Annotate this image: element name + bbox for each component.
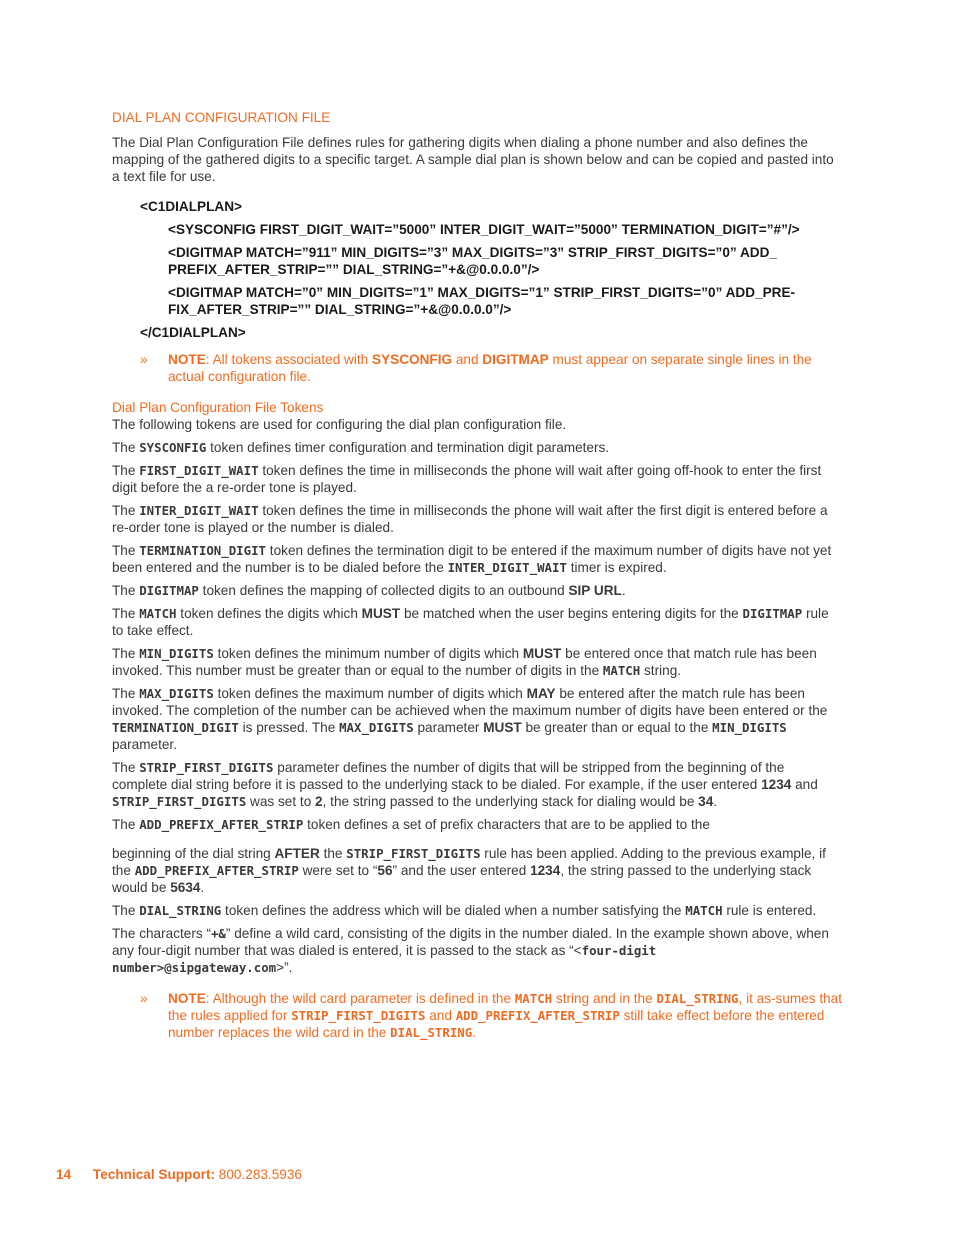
para-digitmap: The DIGITMAP token defines the mapping of collected digits to an outbound SIP URL. xyxy=(112,583,626,598)
xml-close-tag: </C1DIALPLAN> xyxy=(140,325,246,340)
section-title: DIAL PLAN CONFIGURATION FILE xyxy=(112,110,331,125)
para-termination-digit: The TERMINATION_DIGIT token defines the termination digit to be entered if the maximum number of digits have not yet been entered and the number is to be dialed before the INTER_DIGIT_WAIT timer is expired. xyxy=(112,543,832,575)
para-dial-string: The DIAL_STRING token defines the address which will be dialed when a number satisfying the MATCH rule is entered. xyxy=(112,903,817,918)
para-max-digits: The MAX_DIGITS token defines the maximum number of digits which MAY be entered after the match rule has been invoked. The completion of the number can be achieved when the maximum number of digits have been entered or the TERMINATION_DIGIT is pressed. The MAX_DIGITS parameter MUST be greater than or equal to the MIN_DIGITS parameter. xyxy=(112,686,828,752)
intro-paragraph: The Dial Plan Configuration File defines rules for gathering digits when dialing a phone number and also defines the mapping of the gathered digits to a specific target. A sample dial plan is shown below and can be copied and pasted into a text file for use. xyxy=(112,135,834,184)
tokens-subheading: Dial Plan Configuration File Tokens xyxy=(112,400,324,415)
bullet-icon: » xyxy=(140,991,148,1006)
para-beginning-dial-string: beginning of the dial string AFTER the STRIP_FIRST_DIGITS rule has been applied. Adding to the previous example, if the ADD_PREFIX_AFTER_STRIP were set to “56” and the user entered 1234, the string passed to the underlying stack would be 5634. xyxy=(112,846,826,895)
para-first-digit-wait: The FIRST_DIGIT_WAIT token defines the time in milliseconds the phone will wait after going off-hook to enter the first digit before the a re-order tone is played. xyxy=(112,463,822,495)
para-inter-digit-wait: The INTER_DIGIT_WAIT token defines the time in milliseconds the phone will wait after the first digit is entered before a re-order tone is played or the number is dialed. xyxy=(112,503,828,535)
para-wildcard-characters: The characters “+&” define a wild card, consisting of the digits in the number dialed. In the example shown above, when any four-digit number that was dialed is entered, it is passed to the stack as “<four-digit number>@sipgateway.com>”. xyxy=(112,926,829,975)
note-wildcard: » NOTE: Although the wild card parameter is defined in the MATCH string and in the DIAL_STRING, it as-sumes that the rules applied for STRIP_FIRST_DIGITS and ADD_PREFIX_AFTER_STRIP still take effect before the entered number replaces the wild card in the DIAL_STRING. xyxy=(140,991,843,1040)
xml-digitmap-911-line: <DIGITMAP MATCH=”911” MIN_DIGITS=”3” MAX_DIGITS=”3” STRIP_FIRST_DIGITS=”0” ADD_ PREFIX_AFTER_STRIP=”” DIAL_STRING=”+&@0.0.0.0”/> xyxy=(168,245,777,277)
support-phone: 800.283.5936 xyxy=(218,1167,302,1182)
para-sysconfig: The SYSCONFIG token defines timer configuration and termination digit parameters. xyxy=(112,440,610,455)
page-number: 14 xyxy=(56,1167,72,1182)
note-label: NOTE xyxy=(168,352,206,367)
para-match: The MATCH token defines the digits which MUST be matched when the user begins entering digits for the DIGITMAP rule to take effect. xyxy=(112,606,829,638)
note-label: NOTE xyxy=(168,991,206,1006)
xml-open-tag: <C1DIALPLAN> xyxy=(140,199,242,214)
page-footer xyxy=(56,1166,302,1183)
xml-digitmap-0-line: <DIGITMAP MATCH=”0” MIN_DIGITS=”1” MAX_DIGITS=”1” STRIP_FIRST_DIGITS=”0” ADD_PRE-FIX_AFTER_STRIP=”” DIAL_STRING=”+&@0.0.0.0”/> xyxy=(168,285,796,317)
xml-sysconfig-line: <SYSCONFIG FIRST_DIGIT_WAIT=”5000” INTER_DIGIT_WAIT=”5000” TERMINATION_DIGIT=”#”/> xyxy=(168,222,800,237)
dial-plan-sample xyxy=(140,198,842,341)
note-separate-lines: » NOTE: All tokens associated with SYSCONFIG and DIGITMAP must appear on separate single lines in the actual configuration file. xyxy=(140,352,812,384)
para-add-prefix-after-strip: The ADD_PREFIX_AFTER_STRIP token defines a set of prefix characters that are to be applied to the xyxy=(112,817,710,832)
support-label: Technical Support: xyxy=(92,1167,216,1182)
bullet-icon: » xyxy=(140,352,148,367)
tokens-intro: The following tokens are used for configuring the dial plan configuration file. xyxy=(112,417,567,432)
document-body xyxy=(112,109,842,1053)
para-min-digits: The MIN_DIGITS token defines the minimum number of digits which MUST be entered once that match rule has been invoked. This number must be greater than or equal to the number of digits in the MATCH string. xyxy=(112,646,817,678)
para-strip-first-digits: The STRIP_FIRST_DIGITS parameter defines the number of digits that will be stripped from the beginning of the complete dial string before it is passed to the underlying stack to be dialed. For example, if the user entered 1234 and STRIP_FIRST_DIGITS was set to 2, the string passed to the underlying stack for dialing would be 34. xyxy=(112,760,818,809)
